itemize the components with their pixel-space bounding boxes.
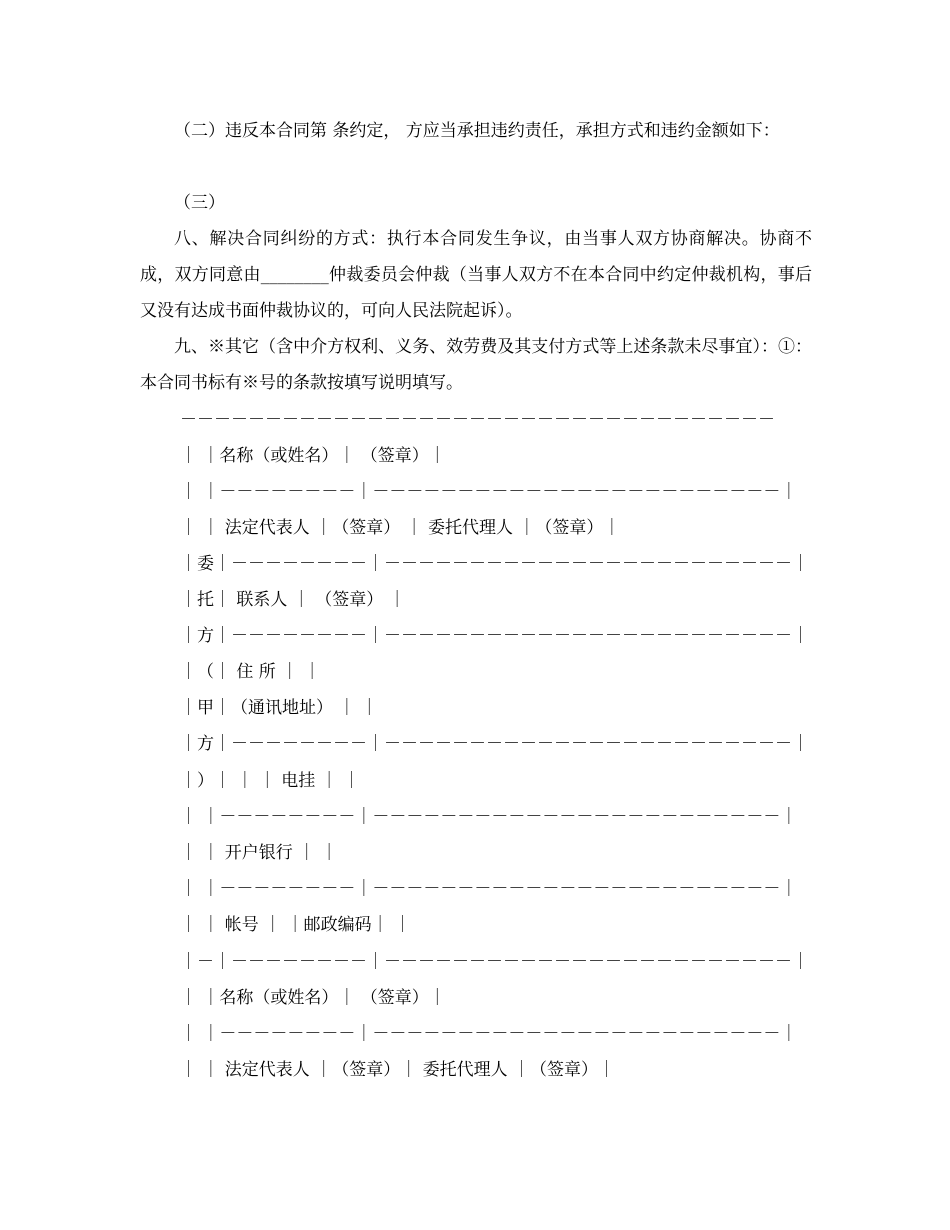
table-line: ｜方｜－－－－－－－－｜－－－－－－－－－－－－－－－－－－－－－－－－｜	[180, 734, 809, 754]
clause-breach-3: （三）	[174, 193, 225, 213]
table-line: ｜ ｜－－－－－－－－｜－－－－－－－－－－－－－－－－－－－－－－－－｜	[180, 879, 798, 899]
clause-other: 九、※其它（含中介方权利、义务、效劳费及其支付方式等上述条款未尽事宜）：①：本合同书标有※号的条款按填写说明填写。	[140, 337, 812, 393]
table-line: ｜托｜ 联系人 ｜ （签章） ｜	[180, 590, 406, 610]
table-line: ｜ ｜ 帐号 ｜ ｜邮政编码｜ ｜	[180, 915, 412, 935]
table-line: ｜ ｜－－－－－－－－｜－－－－－－－－－－－－－－－－－－－－－－－－｜	[180, 1024, 798, 1044]
clause-breach-2: （二）违反本合同第 条约定， 方应当承担违约责任，承担方式和违约金额如下：	[174, 121, 780, 141]
table-line: ｜ ｜ 法定代表人 ｜（签章）｜ 委托代理人 ｜（签章）｜	[180, 1060, 616, 1080]
table-line: ｜方｜－－－－－－－－｜－－－－－－－－－－－－－－－－－－－－－－－－｜	[180, 626, 809, 646]
table-line: ｜－｜－－－－－－－－｜－－－－－－－－－－－－－－－－－－－－－－－－｜	[180, 952, 809, 972]
clause-dispute-resolution: 八、解决合同纠纷的方式：执行本合同发生争议，由当事人双方协商解决。协商不成，双方同意由________仲裁委员会仲裁（当事人双方不在本合同中约定仲裁机构，事后又没有达成书面仲裁协议的，可向人民法院起诉）。	[140, 229, 812, 321]
table-line: ｜ ｜ 开户银行 ｜ ｜	[180, 843, 338, 863]
table-line: ｜甲｜（通讯地址） ｜ ｜	[180, 698, 378, 718]
table-line: ｜ ｜ 法定代表人 ｜（签章） ｜ 委托代理人 ｜（签章）｜	[180, 518, 621, 538]
table-line: ｜ ｜名称（或姓名）｜ （签章）｜	[180, 446, 446, 466]
table-line: ｜委｜－－－－－－－－｜－－－－－－－－－－－－－－－－－－－－－－－－｜	[180, 554, 809, 574]
table-line: ｜ ｜－－－－－－－－｜－－－－－－－－－－－－－－－－－－－－－－－－｜	[180, 807, 798, 827]
table-line: ｜ ｜－－－－－－－－｜－－－－－－－－－－－－－－－－－－－－－－－－｜	[180, 482, 798, 502]
table-line: －－－－－－－－－－－－－－－－－－－－－－－－－－－－－－－－－－－	[180, 410, 775, 430]
table-line: ｜（｜ 住 所 ｜ ｜	[180, 662, 321, 682]
table-line: ｜ ｜名称（或姓名）｜ （签章）｜	[180, 988, 446, 1008]
table-line: ｜）｜ ｜ ｜ 电挂 ｜ ｜	[180, 771, 361, 791]
